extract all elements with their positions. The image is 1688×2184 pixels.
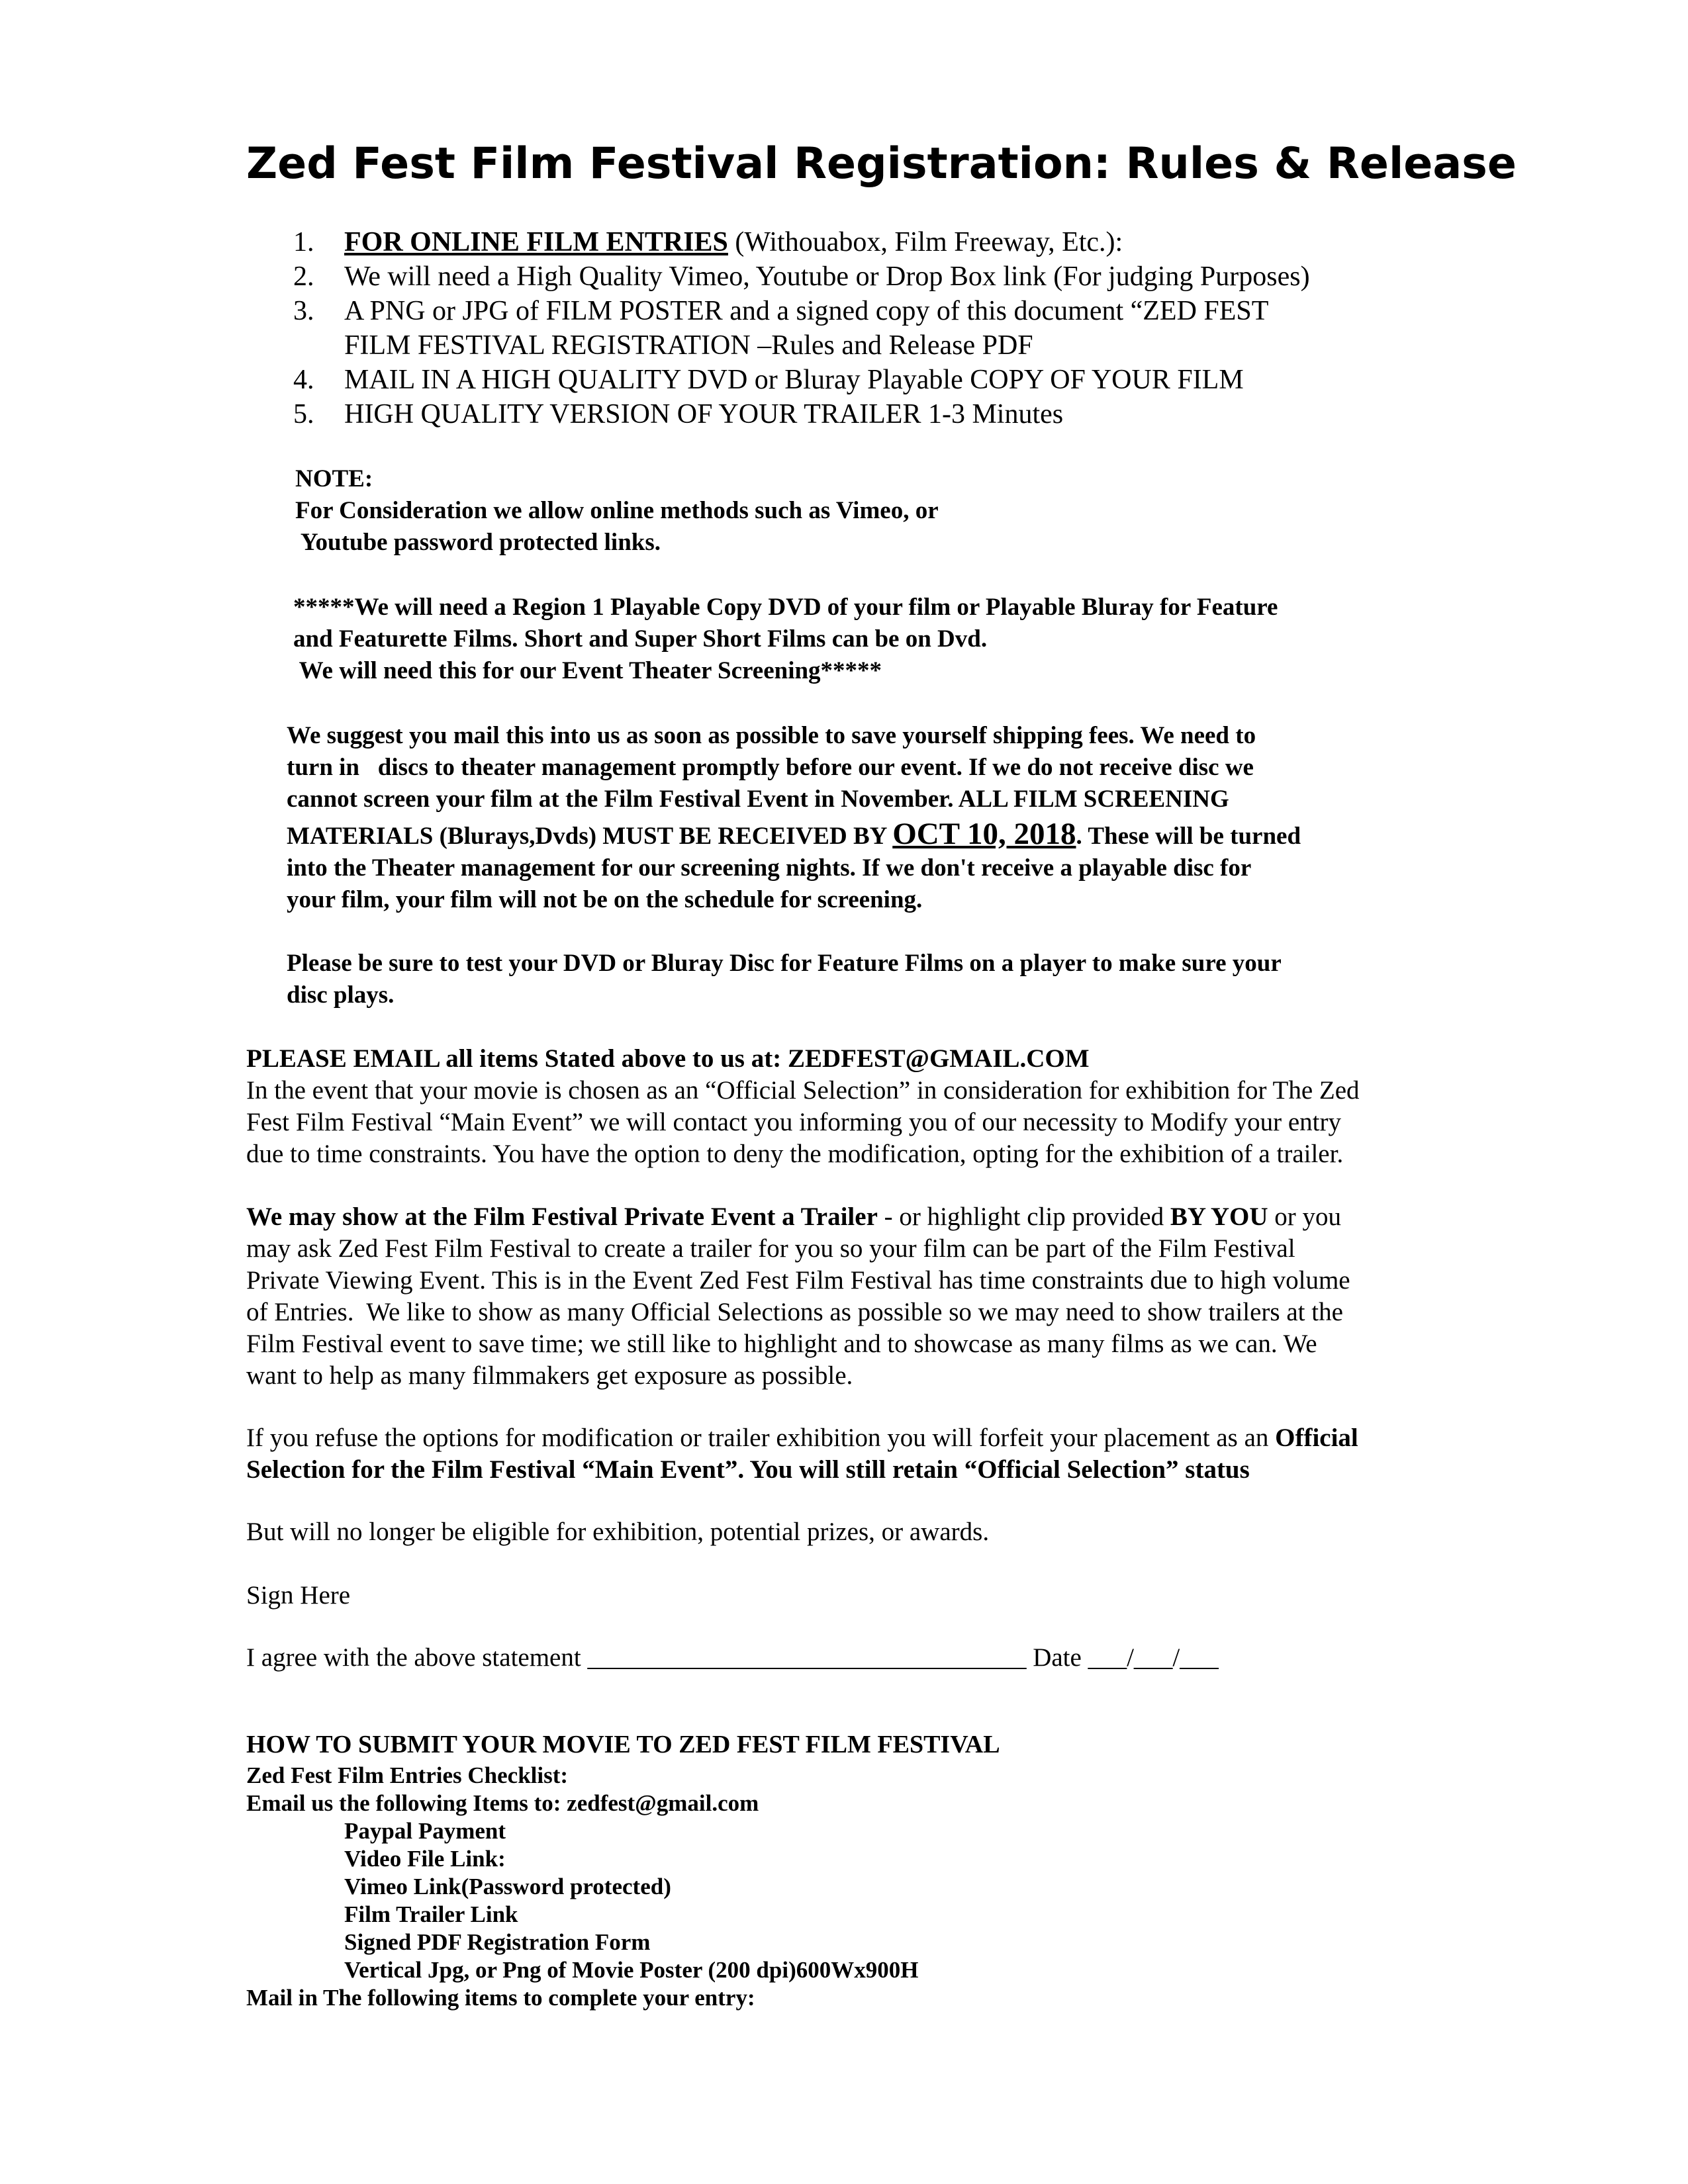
paragraph-line: Fest Film Festival “Main Event” we will contact you informing you of our necessity to Modify your entry bbox=[246, 1108, 1341, 1136]
paragraph-text: or you bbox=[1268, 1203, 1342, 1231]
mail-note-line bbox=[287, 818, 1301, 852]
mail-in-line: Mail in The following items to complete your entry: bbox=[246, 1985, 755, 2011]
region-note-line: and Featurette Films. Short and Super Short Films can be on Dvd. bbox=[293, 625, 988, 653]
paragraph-line bbox=[246, 1422, 1358, 1454]
test-note-line: Please be sure to test your DVD or Bluray Disc for Feature Films on a player to make sure your bbox=[287, 950, 1282, 977]
page-title: Zed Fest Film Festival Registration: Rules & Release bbox=[246, 139, 1517, 189]
email-heading: PLEASE EMAIL all items Stated above to us at: ZEDFEST@GMAIL.COM bbox=[246, 1044, 1090, 1073]
note-heading: NOTE: bbox=[295, 465, 373, 492]
mail-note-line: cannot screen your film at the Film Festival Event in November. ALL FILM SCREENING bbox=[287, 786, 1229, 813]
deadline-date: OCT 10, 2018 bbox=[892, 817, 1076, 851]
paragraph-text: If you refuse the options for modification or trailer exhibition you will forfeit your placement as an bbox=[246, 1424, 1276, 1452]
list-number: 5. bbox=[293, 399, 314, 430]
checklist-item: Signed PDF Registration Form bbox=[344, 1929, 651, 1955]
mail-note-line: turn in discs to theater management promptly before our event. If we do not receive disc we bbox=[287, 754, 1254, 781]
paragraph-line: Selection for the Film Festival “Main Event”. You will still retain “Official Selection” status bbox=[246, 1455, 1250, 1484]
checklist-item: Film Trailer Link bbox=[344, 1901, 518, 1927]
checklist-item: Vimeo Link(Password protected) bbox=[344, 1874, 671, 1899]
eligibility-line: But will no longer be eligible for exhibition, potential prizes, or awards. bbox=[246, 1518, 990, 1546]
online-entries-heading: FOR ONLINE FILM ENTRIES bbox=[344, 227, 728, 257]
list-number: 2. bbox=[293, 261, 314, 292]
list-number: 4. bbox=[293, 365, 314, 395]
paragraph-line bbox=[246, 1201, 1341, 1233]
mail-note-text: . These will be turned bbox=[1076, 823, 1301, 850]
note-line: For Consideration we allow online methods such as Vimeo, or bbox=[295, 497, 939, 524]
list-number: 3. bbox=[293, 296, 314, 326]
list-item: MAIL IN A HIGH QUALITY DVD or Bluray Playable COPY OF YOUR FILM bbox=[344, 365, 1244, 395]
list-item: A PNG or JPG of FILM POSTER and a signed copy of this document “ZED FEST bbox=[344, 296, 1269, 326]
list-item: We will need a High Quality Vimeo, Youtube or Drop Box link (For judging Purposes) bbox=[344, 261, 1310, 292]
checklist-title: Zed Fest Film Entries Checklist: bbox=[246, 1762, 569, 1788]
submit-heading: HOW TO SUBMIT YOUR MOVIE TO ZED FEST FILM FESTIVAL bbox=[246, 1731, 1000, 1758]
paragraph-line: want to help as many filmmakers get exposure as possible. bbox=[246, 1361, 853, 1390]
mail-note-text: MATERIALS (Blurays,Dvds) MUST BE RECEIVED BY bbox=[287, 823, 893, 850]
region-note-line: We will need this for our Event Theater Screening***** bbox=[293, 657, 882, 684]
list-number: 1. bbox=[293, 227, 314, 257]
mail-note-line: your film, your film will not be on the schedule for screening. bbox=[287, 886, 923, 913]
signature-line[interactable]: I agree with the above statement __________________________________ Date ___/___/___ bbox=[246, 1643, 1219, 1672]
paragraph-line: Film Festival event to save time; we still like to highlight and to showcase as many films as we can. We bbox=[246, 1330, 1317, 1358]
list-item: HIGH QUALITY VERSION OF YOUR TRAILER 1-3 Minutes bbox=[344, 399, 1064, 430]
note-line: Youtube password protected links. bbox=[295, 529, 661, 556]
paragraph-line: Private Viewing Event. This is in the Event Zed Fest Film Festival has time constraints due to high volume bbox=[246, 1266, 1350, 1295]
sign-here-label: Sign Here bbox=[246, 1581, 351, 1610]
list-item bbox=[344, 225, 1123, 259]
by-you-text: BY YOU bbox=[1170, 1203, 1268, 1231]
paragraph-line: due to time constraints. You have the option to deny the modification, opting for the exhibition of a trailer. bbox=[246, 1140, 1344, 1168]
list-item-continuation: FILM FESTIVAL REGISTRATION –Rules and Release PDF bbox=[344, 330, 1033, 361]
mail-note-line: We suggest you mail this into us as soon as possible to save yourself shipping fees. We need to bbox=[287, 722, 1256, 749]
test-note-line: disc plays. bbox=[287, 981, 395, 1009]
checklist-item: Paypal Payment bbox=[344, 1818, 506, 1844]
paragraph-text: - or highlight clip provided bbox=[877, 1203, 1170, 1231]
trailer-heading: We may show at the Film Festival Private Event a Trailer bbox=[246, 1203, 878, 1231]
list-item-text: (Withouabox, Film Freeway, Etc.): bbox=[727, 227, 1123, 257]
paragraph-line: In the event that your movie is chosen as an “Official Selection” in consideration for exhibition for The Zed bbox=[246, 1076, 1360, 1105]
paragraph-line: of Entries. We like to show as many Official Selections as possible so we may need to show trailers at the bbox=[246, 1298, 1343, 1326]
mail-note-line: into the Theater management for our screening nights. If we don't receive a playable disc for bbox=[287, 854, 1252, 882]
checklist-item: Vertical Jpg, or Png of Movie Poster (200 dpi)600Wx900H bbox=[344, 1957, 919, 1983]
official-text: Official bbox=[1275, 1424, 1358, 1452]
paragraph-line: may ask Zed Fest Film Festival to create a trailer for you so your film can be part of the Film Festival bbox=[246, 1234, 1295, 1263]
checklist-item: Video File Link: bbox=[344, 1846, 506, 1872]
email-items-line: Email us the following Items to: zedfest@gmail.com bbox=[246, 1790, 759, 1816]
region-note-line: *****We will need a Region 1 Playable Copy DVD of your film or Playable Bluray for Feature bbox=[293, 594, 1278, 621]
